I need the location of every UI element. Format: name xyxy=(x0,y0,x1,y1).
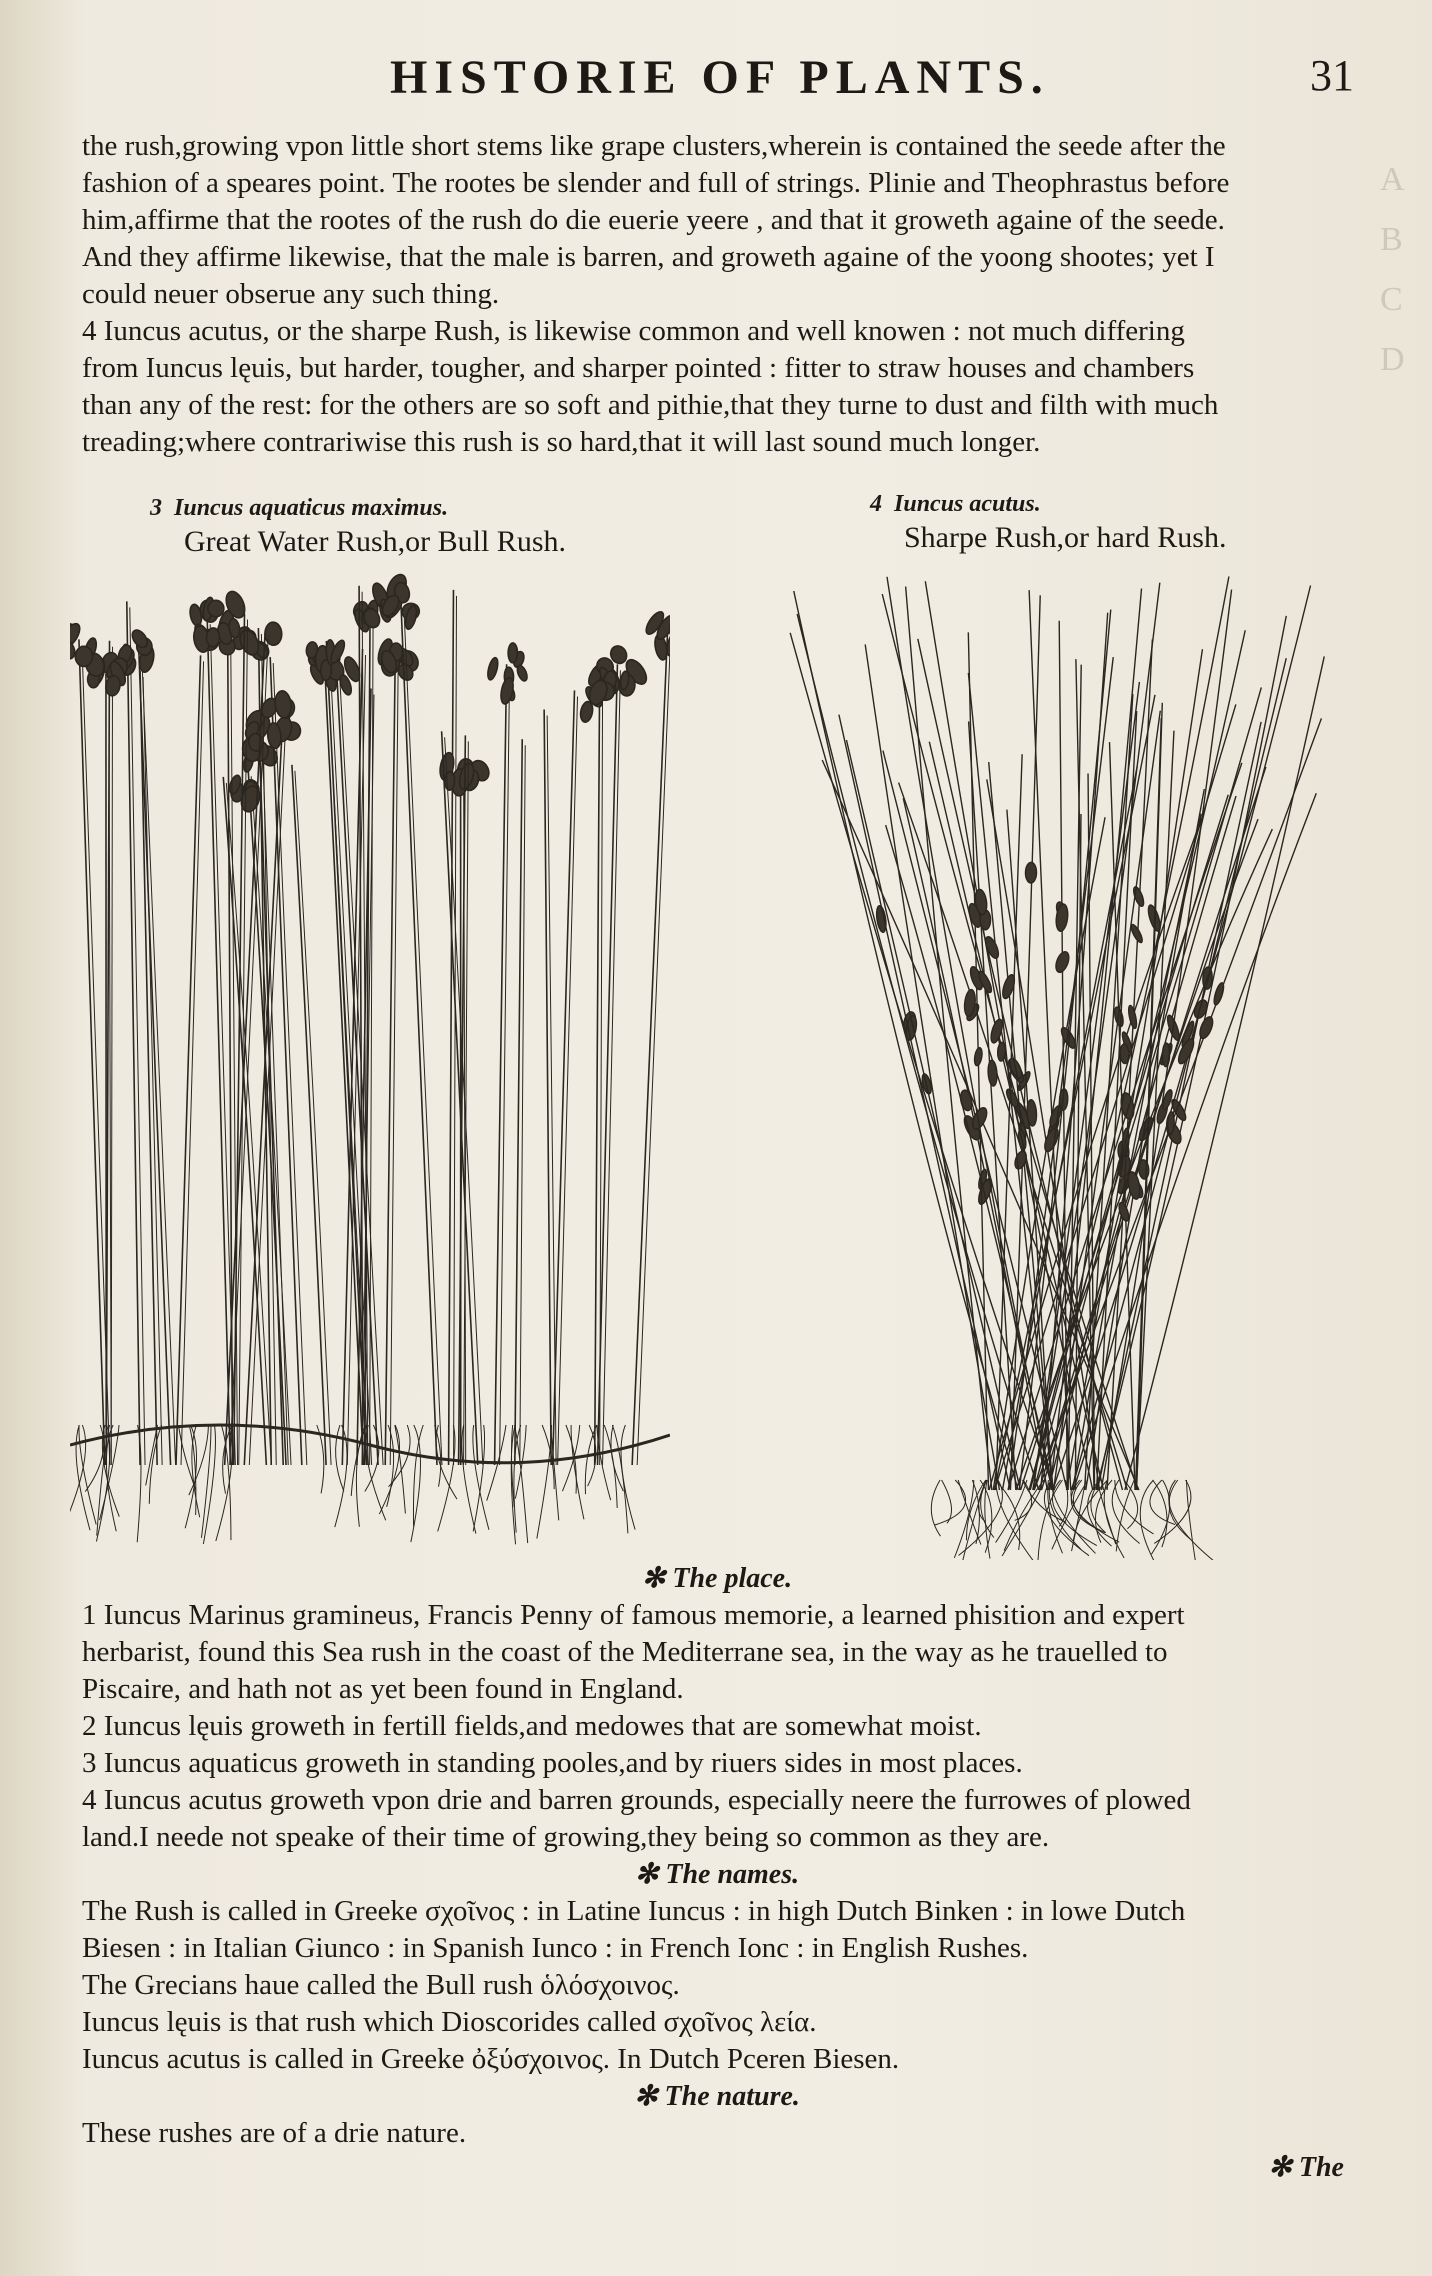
text-line: 4 Iuncus acutus, or the sharpe Rush, is likewise common and well knowen : not much differing xyxy=(82,315,1185,347)
figure-english-name: Great Water Rush,or Bull Rush. xyxy=(184,525,566,558)
figure-english-name: Sharpe Rush,or hard Rush. xyxy=(904,521,1227,554)
names-heading: ✻ The names. xyxy=(634,1859,800,1890)
text-line: And they affirme likewise, that the male is barren, and groweth againe of the yoong shootes; yet I xyxy=(82,241,1215,273)
text-line: These rushes are of a drie nature. xyxy=(82,2117,467,2149)
text-line: than any of the rest: for the others are so soft and pithie,that they turne to dust and filth with much xyxy=(82,389,1219,421)
text-line: The Rush is called in Greeke σχοῖνος : in Latine Iuncus : in high Dutch Binken : in lowe Dutch xyxy=(82,1895,1186,1927)
sharpe-rush-woodcut xyxy=(770,560,1350,1560)
page-header xyxy=(0,50,1432,110)
running-title: HISTORIE OF PLANTS. xyxy=(390,51,1050,104)
text-line: herbarist, found this Sea rush in the coast of the Mediterrane sea, in the way as he trauelled to xyxy=(82,1636,1168,1668)
figure-number: 4 xyxy=(870,491,882,517)
figure-3-caption xyxy=(150,492,566,560)
show-through-text: A B C D xyxy=(1380,161,1405,378)
text-line: Iuncus acutus is called in Greeke ὀξύσχοινος. In Dutch Pceren Biesen. xyxy=(82,2043,900,2075)
text-line: him,affirme that the rootes of the rush do die euerie yeere , and that it groweth againe of the seede. xyxy=(82,204,1225,236)
text-line: 2 Iuncus lęuis groweth in fertill fields,and medowes that are somewhat moist. xyxy=(82,1710,982,1742)
text-line: 3 Iuncus aquaticus groweth in standing pooles,and by riuers sides in most places. xyxy=(82,1747,1023,1779)
text-line: 1 Iuncus Marinus gramineus, Francis Penny of famous memorie, a learned phisition and expert xyxy=(82,1599,1185,1631)
place-heading: ✻ The place. xyxy=(641,1563,793,1594)
figure-4-caption xyxy=(870,488,1226,556)
text-line: from Iuncus lęuis, but harder, tougher, and sharper pointed : fitter to straw houses and chambers xyxy=(82,352,1195,384)
figure-latin-name: Iuncus acutus. xyxy=(894,491,1041,517)
text-line: Iuncus lęuis is that rush which Dioscorides called σχοῖνος λεία. xyxy=(82,2006,817,2038)
text-line: could neuer obserue any such thing. xyxy=(82,278,500,310)
text-line: The Grecians haue called the Bull rush ὁλόσχοινος. xyxy=(82,1969,680,2001)
page-number: 31 xyxy=(1310,51,1354,100)
text-line: Piscaire, and hath not as yet been found in England. xyxy=(82,1673,684,1705)
place-section xyxy=(82,1560,1352,2152)
text-line: Biesen : in Italian Giunco : in Spanish Iunco : in French Ionc : in English Rushes. xyxy=(82,1932,1029,1964)
nature-heading: ✻ The nature. xyxy=(634,2081,800,2112)
text-line: land.I neede not speake of their time of growing,they being so common as they are. xyxy=(82,1821,1050,1853)
text-line: 4 Iuncus acutus groweth vpon drie and barren grounds, especially neere the furrowes of plowed xyxy=(82,1784,1191,1816)
text-line: treading;where contrariwise this rush is so hard,that it will last sound much longer. xyxy=(82,426,1041,458)
text-line: fashion of a speares point. The rootes be slender and full of strings. Plinie and Theophrastus before xyxy=(82,167,1230,199)
catchword: ✻ The xyxy=(1268,2152,1344,2183)
figure-latin-name: Iuncus aquaticus maximus. xyxy=(174,495,449,521)
text-line: the rush,growing vpon little short stems like grape clusters,wherein is contained the seede after the xyxy=(82,130,1226,162)
bull-rush-woodcut xyxy=(70,565,670,1545)
intro-paragraph xyxy=(82,128,1352,461)
figure-number: 3 xyxy=(150,495,162,521)
